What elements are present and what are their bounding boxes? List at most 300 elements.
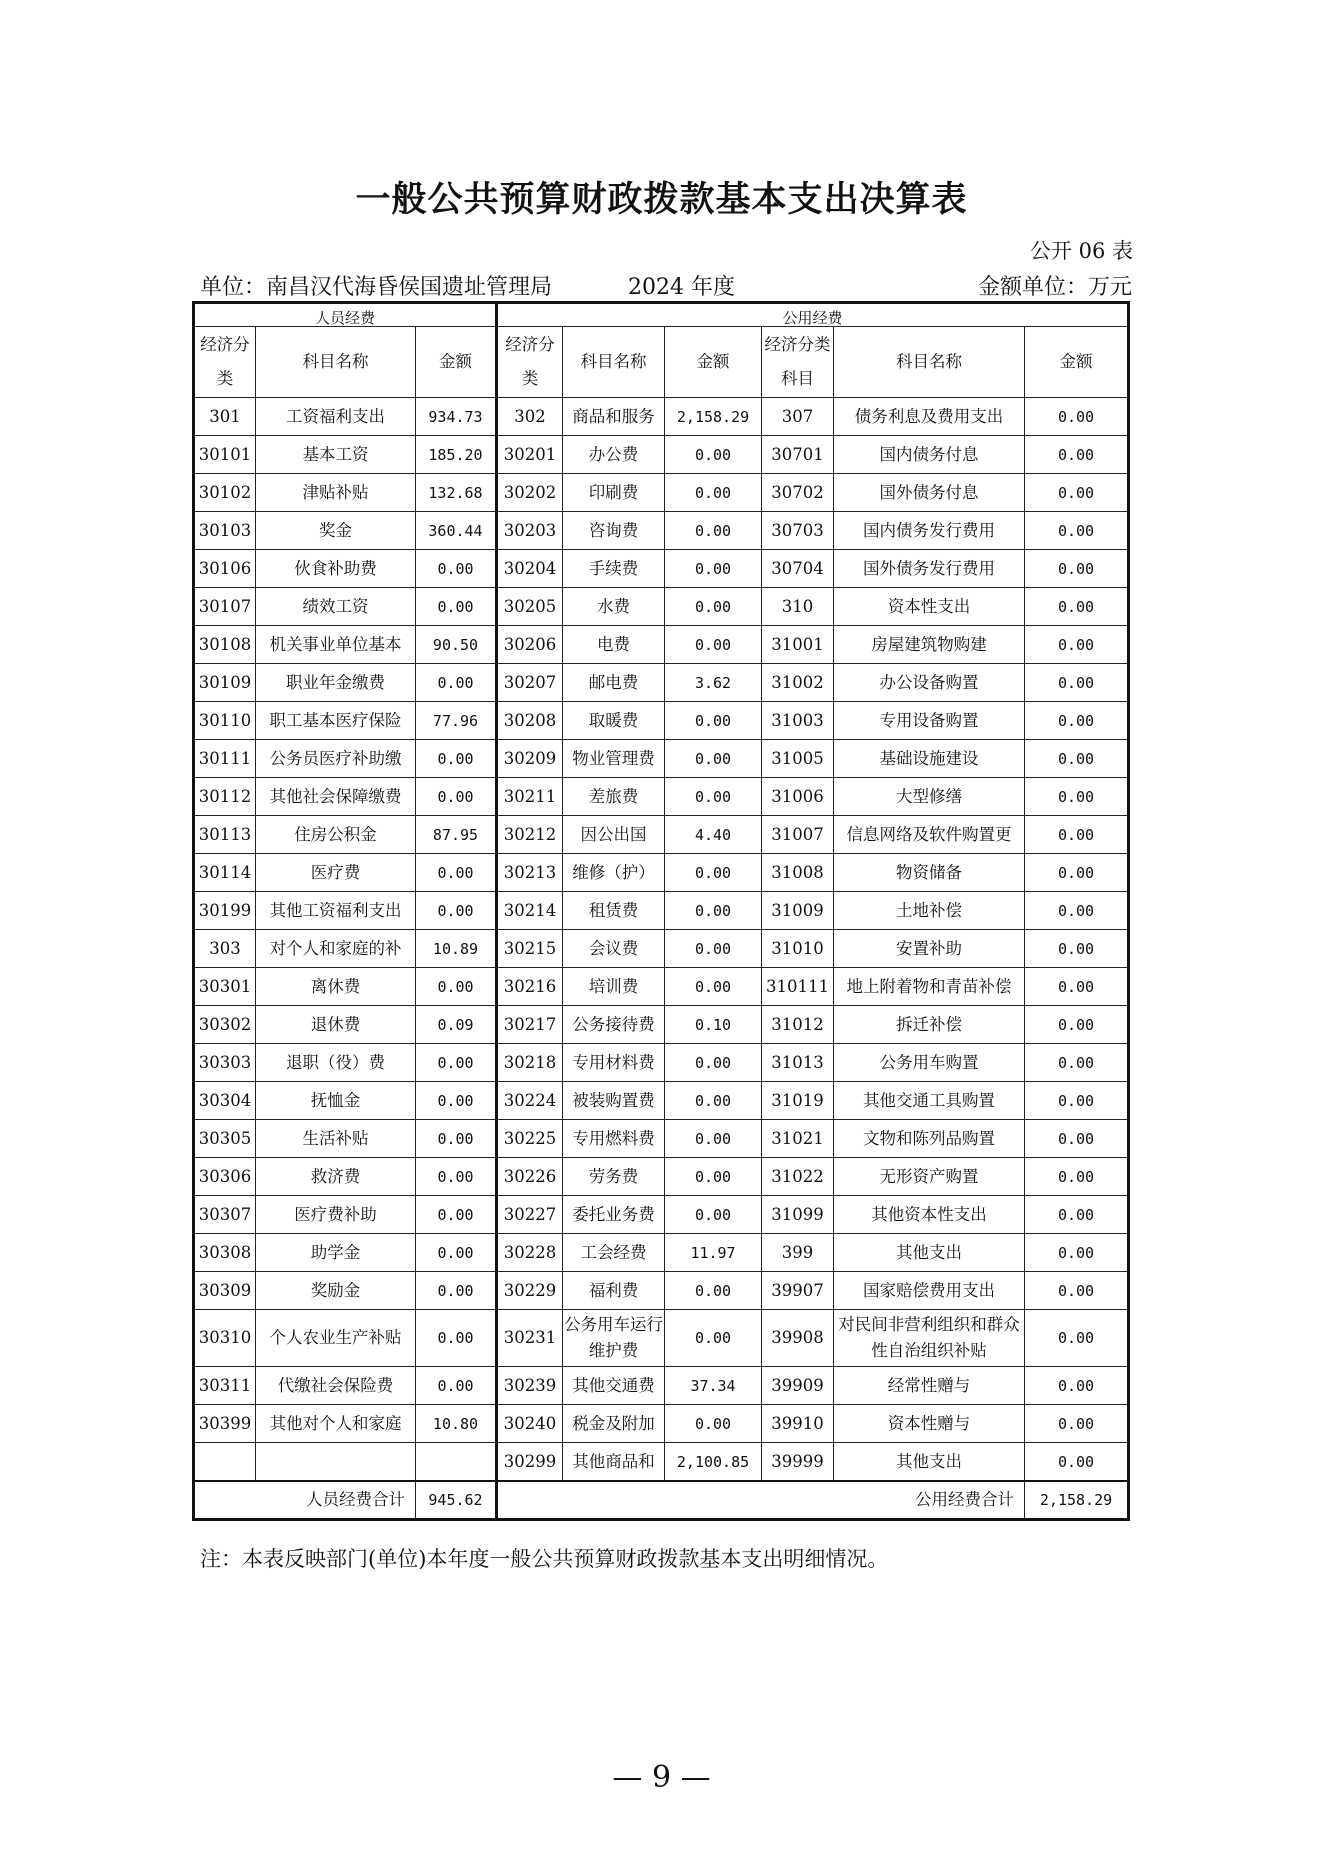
cell-name-2: 办公费: [563, 436, 665, 474]
cell-amount-1: 90.50: [416, 626, 497, 664]
table-row: [194, 892, 1129, 930]
header-name-3: 科目名称: [834, 327, 1025, 398]
cell-amount-3: 0.00: [1025, 1367, 1129, 1405]
cell-amount-3: 0.00: [1025, 1120, 1129, 1158]
cell-name-1: 退职（役）费: [256, 1044, 416, 1082]
table-row: [194, 1310, 1129, 1367]
cell-amount-1: 0.00: [416, 1044, 497, 1082]
cell-code-1: 30307: [194, 1196, 256, 1234]
cell-name-3: 债务利息及费用支出: [834, 398, 1025, 436]
cell-name-2: 水费: [563, 588, 665, 626]
cell-name-3: 无形资产购置: [834, 1158, 1025, 1196]
cell-name-1: 其他对个人和家庭: [256, 1405, 416, 1443]
header-amount: 金额: [416, 327, 497, 398]
cell-amount-2: 0.00: [665, 550, 762, 588]
footnote: 注：本表反映部门(单位)本年度一般公共预算财政拨款基本支出明细情况。: [200, 1547, 889, 1571]
cell-amount-3: 0.00: [1025, 968, 1129, 1006]
cell-code-2: 30239: [497, 1367, 563, 1405]
cell-name-2: 印刷费: [563, 474, 665, 512]
cell-code-1: 30304: [194, 1082, 256, 1120]
cell-code-3: 39907: [762, 1272, 834, 1310]
cell-amount-3: 0.00: [1025, 740, 1129, 778]
cell-name-2: 手续费: [563, 550, 665, 588]
cell-amount-1: 185.20: [416, 436, 497, 474]
cell-amount-2: 2,158.29: [665, 398, 762, 436]
cell-amount-3: 0.00: [1025, 1310, 1129, 1367]
cell-code-1: 30107: [194, 588, 256, 626]
fiscal-year: 2024 年度: [628, 275, 735, 300]
table-row: [194, 854, 1129, 892]
cell-name-1: 其他社会保障缴费: [256, 778, 416, 816]
cell-name-3: 信息网络及软件购置更: [834, 816, 1025, 854]
cell-name-1: 机关事业单位基本: [256, 626, 416, 664]
cell-amount-2: 0.00: [665, 930, 762, 968]
cell-amount-1: 0.00: [416, 664, 497, 702]
cell-amount-3: 0.00: [1025, 1234, 1129, 1272]
cell-name-3: 其他资本性支出: [834, 1196, 1025, 1234]
cell-code-1: 30308: [194, 1234, 256, 1272]
cell-name-1: 助学金: [256, 1234, 416, 1272]
cell-amount-2: 0.00: [665, 436, 762, 474]
table-row: [194, 1367, 1129, 1405]
cell-code-1: 30113: [194, 816, 256, 854]
cell-code-2: 30204: [497, 550, 563, 588]
cell-amount-3: 0.00: [1025, 1405, 1129, 1443]
cell-name-1: 津贴补贴: [256, 474, 416, 512]
cell-amount-2: 37.34: [665, 1367, 762, 1405]
cell-amount-3: 0.00: [1025, 778, 1129, 816]
cell-name-3: 大型修缮: [834, 778, 1025, 816]
table-row: [194, 968, 1129, 1006]
cell-code-2: 30203: [497, 512, 563, 550]
cell-name-2: 福利费: [563, 1272, 665, 1310]
cell-amount-3: 0.00: [1025, 664, 1129, 702]
cell-amount-1: 0.00: [416, 1196, 497, 1234]
cell-amount-1: 934.73: [416, 398, 497, 436]
cell-amount-3: 0.00: [1025, 436, 1129, 474]
header-code-2: 经济分类: [497, 327, 563, 398]
cell-amount-2: 0.00: [665, 740, 762, 778]
cell-code-3: 307: [762, 398, 834, 436]
cell-code-3: 31005: [762, 740, 834, 778]
cell-name-3: 国外债务发行费用: [834, 550, 1025, 588]
expenditure-table: [192, 301, 1130, 1521]
cell-amount-3: 0.00: [1025, 1044, 1129, 1082]
cell-amount-2: 0.00: [665, 474, 762, 512]
table-row: [194, 398, 1129, 436]
cell-amount-1: 0.00: [416, 550, 497, 588]
personnel-total-label: 人员经费合计: [194, 1481, 416, 1520]
cell-name-2: 工会经费: [563, 1234, 665, 1272]
cell-name-2: 劳务费: [563, 1158, 665, 1196]
cell-amount-3: 0.00: [1025, 1272, 1129, 1310]
table-row: [194, 1272, 1129, 1310]
cell-code-1: 30199: [194, 892, 256, 930]
cell-name-3: 其他支出: [834, 1234, 1025, 1272]
cell-code-3: 31021: [762, 1120, 834, 1158]
cell-name-3: 其他支出: [834, 1443, 1025, 1482]
header-name-2: 科目名称: [563, 327, 665, 398]
personnel-total-value: 945.62: [416, 1481, 497, 1520]
cell-name-1: 奖金: [256, 512, 416, 550]
cell-name-1: 奖励金: [256, 1272, 416, 1310]
table-row: [194, 1234, 1129, 1272]
cell-amount-1: [416, 1443, 497, 1482]
cell-amount-2: 0.00: [665, 626, 762, 664]
table-row: [194, 816, 1129, 854]
cell-amount-1: 0.00: [416, 1082, 497, 1120]
cell-amount-2: 0.10: [665, 1006, 762, 1044]
cell-name-1: 工资福利支出: [256, 398, 416, 436]
cell-code-3: 30702: [762, 474, 834, 512]
table-row: [194, 626, 1129, 664]
cell-name-2: 商品和服务: [563, 398, 665, 436]
cell-code-2: 30209: [497, 740, 563, 778]
cell-amount-1: 0.09: [416, 1006, 497, 1044]
cell-name-3: 资本性赠与: [834, 1405, 1025, 1443]
cell-amount-3: 0.00: [1025, 702, 1129, 740]
cell-name-1: 绩效工资: [256, 588, 416, 626]
cell-amount-3: 0.00: [1025, 1196, 1129, 1234]
cell-code-2: 30217: [497, 1006, 563, 1044]
cell-code-2: 30229: [497, 1272, 563, 1310]
cell-name-3: 资本性支出: [834, 588, 1025, 626]
cell-amount-2: 2,100.85: [665, 1443, 762, 1482]
cell-name-3: 文物和陈列品购置: [834, 1120, 1025, 1158]
cell-name-1: 其他工资福利支出: [256, 892, 416, 930]
cell-name-3: 对民间非营利组织和群众性自治组织补贴: [834, 1310, 1025, 1367]
cell-code-3: 39999: [762, 1443, 834, 1482]
cell-name-2: 租赁费: [563, 892, 665, 930]
cell-amount-1: 132.68: [416, 474, 497, 512]
table-row: [194, 474, 1129, 512]
table-row: [194, 1196, 1129, 1234]
group-public: 公用经费: [497, 303, 1129, 327]
cell-code-1: 30103: [194, 512, 256, 550]
cell-code-1: 30301: [194, 968, 256, 1006]
cell-name-2: 专用材料费: [563, 1044, 665, 1082]
cell-name-3: 地上附着物和青苗补偿: [834, 968, 1025, 1006]
table-row: [194, 1006, 1129, 1044]
cell-amount-3: 0.00: [1025, 512, 1129, 550]
cell-amount-2: 0.00: [665, 1044, 762, 1082]
cell-name-3: 公务用车购置: [834, 1044, 1025, 1082]
cell-code-2: 30231: [497, 1310, 563, 1367]
cell-amount-3: 0.00: [1025, 1082, 1129, 1120]
cell-code-2: 30201: [497, 436, 563, 474]
cell-name-2: 公务接待费: [563, 1006, 665, 1044]
cell-amount-1: 0.00: [416, 892, 497, 930]
page-title: 一般公共预算财政拨款基本支出决算表: [355, 180, 968, 220]
cell-name-3: 其他交通工具购置: [834, 1082, 1025, 1120]
cell-name-2: 咨询费: [563, 512, 665, 550]
cell-name-3: 经常性赠与: [834, 1367, 1025, 1405]
cell-name-1: 公务员医疗补助缴: [256, 740, 416, 778]
cell-code-2: 30202: [497, 474, 563, 512]
cell-code-3: 399: [762, 1234, 834, 1272]
cell-code-1: 30102: [194, 474, 256, 512]
cell-name-1: [256, 1443, 416, 1482]
currency-unit: 金额单位：万元: [977, 275, 1132, 300]
cell-code-1: 30114: [194, 854, 256, 892]
table-row: [194, 1120, 1129, 1158]
cell-name-2: 委托业务费: [563, 1196, 665, 1234]
cell-amount-2: 0.00: [665, 512, 762, 550]
cell-name-2: 税金及附加: [563, 1405, 665, 1443]
cell-code-2: 30299: [497, 1443, 563, 1482]
cell-code-1: 30106: [194, 550, 256, 588]
totals-row: [194, 1481, 1129, 1520]
table-row: [194, 664, 1129, 702]
cell-amount-2: 0.00: [665, 1196, 762, 1234]
table-row: [194, 1082, 1129, 1120]
cell-code-1: 30399: [194, 1405, 256, 1443]
cell-amount-3: 0.00: [1025, 626, 1129, 664]
cell-name-1: 对个人和家庭的补: [256, 930, 416, 968]
header-code-3: 经济分类科目: [762, 327, 834, 398]
cell-code-2: 30214: [497, 892, 563, 930]
cell-code-2: 30227: [497, 1196, 563, 1234]
table-row: [194, 778, 1129, 816]
cell-name-1: 救济费: [256, 1158, 416, 1196]
group-personnel: 人员经费: [194, 303, 497, 327]
cell-name-2: 因公出国: [563, 816, 665, 854]
cell-amount-2: 11.97: [665, 1234, 762, 1272]
cell-code-2: 30213: [497, 854, 563, 892]
cell-code-3: 310: [762, 588, 834, 626]
cell-code-1: 30306: [194, 1158, 256, 1196]
cell-name-3: 基础设施建设: [834, 740, 1025, 778]
header-code: 经济分类: [194, 327, 256, 398]
table-row: [194, 436, 1129, 474]
cell-amount-1: 0.00: [416, 740, 497, 778]
cell-amount-2: 0.00: [665, 702, 762, 740]
cell-amount-2: 0.00: [665, 892, 762, 930]
cell-name-1: 职工基本医疗保险: [256, 702, 416, 740]
cell-code-1: 303: [194, 930, 256, 968]
cell-code-2: 30205: [497, 588, 563, 626]
cell-amount-2: 0.00: [665, 588, 762, 626]
cell-name-2: 公务用车运行维护费: [563, 1310, 665, 1367]
cell-code-3: 31007: [762, 816, 834, 854]
cell-name-2: 维修（护）: [563, 854, 665, 892]
cell-code-3: 31099: [762, 1196, 834, 1234]
cell-amount-1: 0.00: [416, 1234, 497, 1272]
cell-code-2: 30228: [497, 1234, 563, 1272]
group-header-row: [194, 303, 1129, 327]
cell-amount-1: 10.89: [416, 930, 497, 968]
cell-name-1: 伙食补助费: [256, 550, 416, 588]
cell-code-1: [194, 1443, 256, 1482]
cell-name-3: 物资储备: [834, 854, 1025, 892]
cell-code-3: 31003: [762, 702, 834, 740]
form-number: 公开 06 表: [1029, 239, 1133, 263]
cell-name-3: 办公设备购置: [834, 664, 1025, 702]
cell-amount-2: 0.00: [665, 854, 762, 892]
cell-amount-1: 0.00: [416, 1310, 497, 1367]
cell-code-3: 31012: [762, 1006, 834, 1044]
cell-name-2: 专用燃料费: [563, 1120, 665, 1158]
cell-amount-3: 0.00: [1025, 474, 1129, 512]
cell-name-3: 国内债务付息: [834, 436, 1025, 474]
cell-amount-1: 0.00: [416, 968, 497, 1006]
cell-amount-3: 0.00: [1025, 550, 1129, 588]
table-row: [194, 588, 1129, 626]
cell-amount-2: 0.00: [665, 1272, 762, 1310]
cell-amount-1: 77.96: [416, 702, 497, 740]
cell-name-2: 电费: [563, 626, 665, 664]
cell-name-1: 退休费: [256, 1006, 416, 1044]
cell-code-2: 30224: [497, 1082, 563, 1120]
cell-amount-1: 10.80: [416, 1405, 497, 1443]
cell-amount-3: 0.00: [1025, 1158, 1129, 1196]
cell-code-1: 30101: [194, 436, 256, 474]
cell-name-2: 差旅费: [563, 778, 665, 816]
cell-name-2: 会议费: [563, 930, 665, 968]
cell-amount-1: 0.00: [416, 854, 497, 892]
cell-code-3: 31019: [762, 1082, 834, 1120]
cell-code-1: 30111: [194, 740, 256, 778]
cell-code-3: 310111: [762, 968, 834, 1006]
cell-amount-1: 87.95: [416, 816, 497, 854]
cell-name-1: 生活补贴: [256, 1120, 416, 1158]
cell-amount-1: 0.00: [416, 1272, 497, 1310]
cell-name-1: 住房公积金: [256, 816, 416, 854]
cell-code-3: 31010: [762, 930, 834, 968]
public-total-value: 2,158.29: [1025, 1481, 1129, 1520]
table-row: [194, 1044, 1129, 1082]
cell-amount-3: 0.00: [1025, 1006, 1129, 1044]
cell-code-3: 31013: [762, 1044, 834, 1082]
cell-code-3: 30703: [762, 512, 834, 550]
header-amount-3: 金额: [1025, 327, 1129, 398]
cell-amount-1: 0.00: [416, 1158, 497, 1196]
cell-code-3: 39910: [762, 1405, 834, 1443]
table-row: [194, 930, 1129, 968]
cell-amount-3: 0.00: [1025, 1443, 1129, 1482]
cell-code-2: 30225: [497, 1120, 563, 1158]
cell-name-2: 其他交通费: [563, 1367, 665, 1405]
cell-code-3: 30704: [762, 550, 834, 588]
cell-code-2: 30212: [497, 816, 563, 854]
cell-name-2: 被装购置费: [563, 1082, 665, 1120]
table-row: [194, 740, 1129, 778]
cell-name-2: 培训费: [563, 968, 665, 1006]
cell-name-1: 代缴社会保险费: [256, 1367, 416, 1405]
cell-code-1: 301: [194, 398, 256, 436]
cell-amount-2: 0.00: [665, 1120, 762, 1158]
cell-name-3: 房屋建筑物购建: [834, 626, 1025, 664]
cell-name-3: 专用设备购置: [834, 702, 1025, 740]
cell-code-1: 30309: [194, 1272, 256, 1310]
cell-name-2: 物业管理费: [563, 740, 665, 778]
cell-amount-1: 360.44: [416, 512, 497, 550]
cell-code-2: 30208: [497, 702, 563, 740]
unit-name: 单位：南昌汉代海昏侯国遗址管理局: [200, 275, 553, 300]
cell-name-3: 安置补助: [834, 930, 1025, 968]
cell-code-2: 30206: [497, 626, 563, 664]
header-amount-2: 金额: [665, 327, 762, 398]
cell-code-3: 39909: [762, 1367, 834, 1405]
cell-name-3: 国外债务付息: [834, 474, 1025, 512]
cell-amount-2: 0.00: [665, 1310, 762, 1367]
cell-code-2: 30240: [497, 1405, 563, 1443]
cell-amount-3: 0.00: [1025, 892, 1129, 930]
cell-code-3: 31002: [762, 664, 834, 702]
cell-name-3: 拆迁补偿: [834, 1006, 1025, 1044]
cell-code-2: 30211: [497, 778, 563, 816]
cell-code-1: 30109: [194, 664, 256, 702]
cell-amount-2: 0.00: [665, 778, 762, 816]
cell-code-2: 30207: [497, 664, 563, 702]
cell-code-2: 30216: [497, 968, 563, 1006]
cell-amount-3: 0.00: [1025, 854, 1129, 892]
page-number: — 9 —: [612, 1760, 711, 1795]
cell-code-1: 30110: [194, 702, 256, 740]
table-row: [194, 702, 1129, 740]
table-row: [194, 1158, 1129, 1196]
cell-code-1: 30108: [194, 626, 256, 664]
cell-code-2: 302: [497, 398, 563, 436]
cell-name-3: 国内债务发行费用: [834, 512, 1025, 550]
table-row: [194, 1443, 1129, 1482]
cell-code-1: 30310: [194, 1310, 256, 1367]
cell-amount-3: 0.00: [1025, 816, 1129, 854]
cell-name-1: 个人农业生产补贴: [256, 1310, 416, 1367]
cell-amount-2: 0.00: [665, 1405, 762, 1443]
cell-name-3: 土地补偿: [834, 892, 1025, 930]
cell-code-1: 30311: [194, 1367, 256, 1405]
cell-name-3: 国家赔偿费用支出: [834, 1272, 1025, 1310]
cell-amount-1: 0.00: [416, 778, 497, 816]
cell-code-1: 30112: [194, 778, 256, 816]
cell-name-1: 职业年金缴费: [256, 664, 416, 702]
cell-code-2: 30226: [497, 1158, 563, 1196]
cell-amount-2: 0.00: [665, 1158, 762, 1196]
cell-amount-1: 0.00: [416, 1367, 497, 1405]
cell-name-2: 取暖费: [563, 702, 665, 740]
cell-code-2: 30218: [497, 1044, 563, 1082]
cell-amount-2: 0.00: [665, 1082, 762, 1120]
cell-code-3: 31022: [762, 1158, 834, 1196]
cell-amount-3: 0.00: [1025, 930, 1129, 968]
unit-line: [200, 270, 1132, 300]
cell-code-3: 31001: [762, 626, 834, 664]
cell-name-1: 基本工资: [256, 436, 416, 474]
cell-name-2: 邮电费: [563, 664, 665, 702]
cell-code-3: 39908: [762, 1310, 834, 1367]
cell-name-1: 抚恤金: [256, 1082, 416, 1120]
cell-amount-3: 0.00: [1025, 398, 1129, 436]
cell-amount-2: 3.62: [665, 664, 762, 702]
cell-code-3: 31008: [762, 854, 834, 892]
cell-amount-3: 0.00: [1025, 588, 1129, 626]
cell-amount-1: 0.00: [416, 1120, 497, 1158]
table-row: [194, 512, 1129, 550]
cell-code-1: 30303: [194, 1044, 256, 1082]
cell-code-2: 30215: [497, 930, 563, 968]
cell-code-1: 30302: [194, 1006, 256, 1044]
column-header-row: [194, 327, 1129, 398]
public-total-label: 公用经费合计: [497, 1481, 1025, 1520]
cell-amount-2: 0.00: [665, 968, 762, 1006]
cell-code-3: 30701: [762, 436, 834, 474]
header-name: 科目名称: [256, 327, 416, 398]
cell-name-1: 医疗费补助: [256, 1196, 416, 1234]
cell-amount-1: 0.00: [416, 588, 497, 626]
cell-code-3: 31009: [762, 892, 834, 930]
cell-code-3: 31006: [762, 778, 834, 816]
